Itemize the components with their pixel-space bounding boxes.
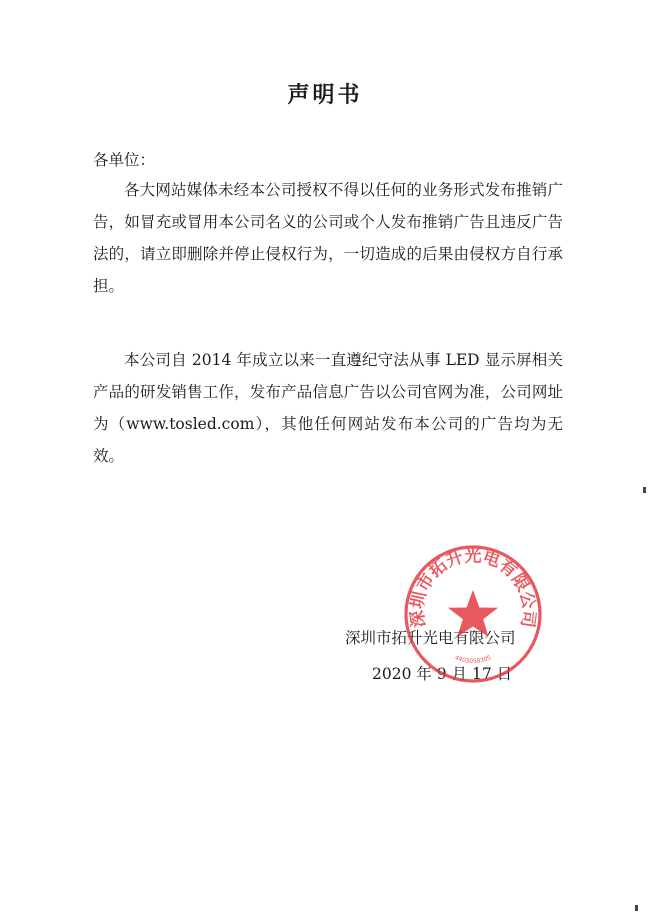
scan-edge-mark	[643, 487, 646, 493]
signature-date: 2020 年 9 月 17 日	[372, 665, 513, 683]
scan-edge-mark	[635, 905, 638, 911]
document-title: 声明书	[287, 82, 363, 108]
paragraph-unauthorized-ads: 各大网站媒体未经本公司授权不得以任何的业务形式发布推销广告，如冒充或冒用本公司名义的公司或个人发布推销广告且违反广告法的，请立即删除并停止侵权行为，一切造成的后果由侵权方自行承担。	[93, 181, 563, 295]
seal-star-icon	[448, 590, 498, 637]
seal-arc-text: 深圳市拓升光电有限公司	[407, 546, 539, 629]
salutation: 各单位：	[93, 151, 156, 169]
company-seal-stamp	[402, 543, 544, 685]
seal-number: 4403058305	[453, 654, 493, 666]
paragraph-official-website: 本公司自 2014 年成立以来一直遵纪守法从事 LED 显示屏相关产品的研发销售工作，发布产品信息广告以公司官网为准，公司网址为（www.tosled.com），其他任何网站发布本公司的广告均为无效。	[93, 351, 563, 465]
company-signature: 深圳市拓升光电有限公司	[345, 629, 516, 647]
